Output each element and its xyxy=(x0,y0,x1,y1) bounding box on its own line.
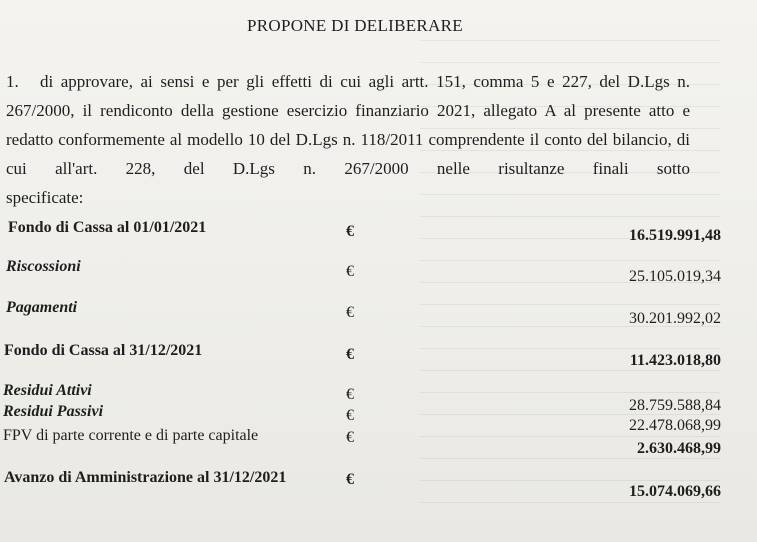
row-label-pagamenti: Pagamenti xyxy=(6,299,78,316)
row-amount-riscossioni: 25.105.019,34 xyxy=(629,268,721,285)
euro-symbol: € xyxy=(346,471,354,488)
deliberation-paragraph xyxy=(6,67,690,212)
euro-symbol: € xyxy=(346,386,354,403)
row-amount-avanzo-amministrazione: 15.074.069,66 xyxy=(629,483,721,500)
paragraph-line-5: specificate: xyxy=(6,188,84,207)
euro-symbol: € xyxy=(346,407,354,424)
paragraph-line-1: 1. di approvare, ai sensi e per gli effetti di cui agli artt. 151, comma 5 e 227, del D.Lgs n. xyxy=(6,67,690,96)
document-title: PROPONE DI DELIBERARE xyxy=(247,16,463,35)
row-label-avanzo-amministrazione: Avanzo di Amministrazione al 31/12/2021 xyxy=(4,469,287,486)
euro-symbol: € xyxy=(346,263,354,280)
row-amount-residui-passivi: 22.478.068,99 xyxy=(629,417,721,434)
row-amount-fondo-cassa-finale: 11.423.018,80 xyxy=(629,352,721,369)
euro-symbol: € xyxy=(346,304,354,321)
row-amount-fpv: 2.630.468,99 xyxy=(637,440,721,457)
row-label-fondo-cassa-iniziale: Fondo di Cassa al 01/01/2021 xyxy=(8,219,207,236)
paragraph-line-4: cui all'art. 228, del D.Lgs n. 267/2000 nelle risultanze finali sotto xyxy=(6,159,690,178)
row-amount-fondo-cassa-iniziale: 16.519.991,48 xyxy=(629,227,721,244)
row-label-riscossioni: Riscossioni xyxy=(6,258,81,275)
row-label-residui-attivi: Residui Attivi xyxy=(3,382,92,399)
euro-symbol: € xyxy=(346,429,354,446)
row-label-fpv: FPV di parte corrente e di parte capitale xyxy=(3,427,259,444)
euro-symbol: € xyxy=(346,346,354,363)
euro-symbol: € xyxy=(346,223,354,240)
row-label-residui-passivi: Residui Passivi xyxy=(3,403,104,420)
row-label-fondo-cassa-finale: Fondo di Cassa al 31/12/2021 xyxy=(4,342,203,359)
row-amount-pagamenti: 30.201.992,02 xyxy=(629,310,721,327)
row-amount-residui-attivi: 28.759.588,84 xyxy=(629,397,721,414)
paragraph-number: 1. xyxy=(6,72,19,91)
paragraph-line-2: 267/2000, il rendiconto della gestione esercizio finanziario 2021, allegato A al presente atto e xyxy=(6,101,690,120)
paragraph-line-3: redatto conformemente al modello 10 del D.Lgs n. 118/2011 comprendente il conto del bilancio, di xyxy=(6,130,690,149)
